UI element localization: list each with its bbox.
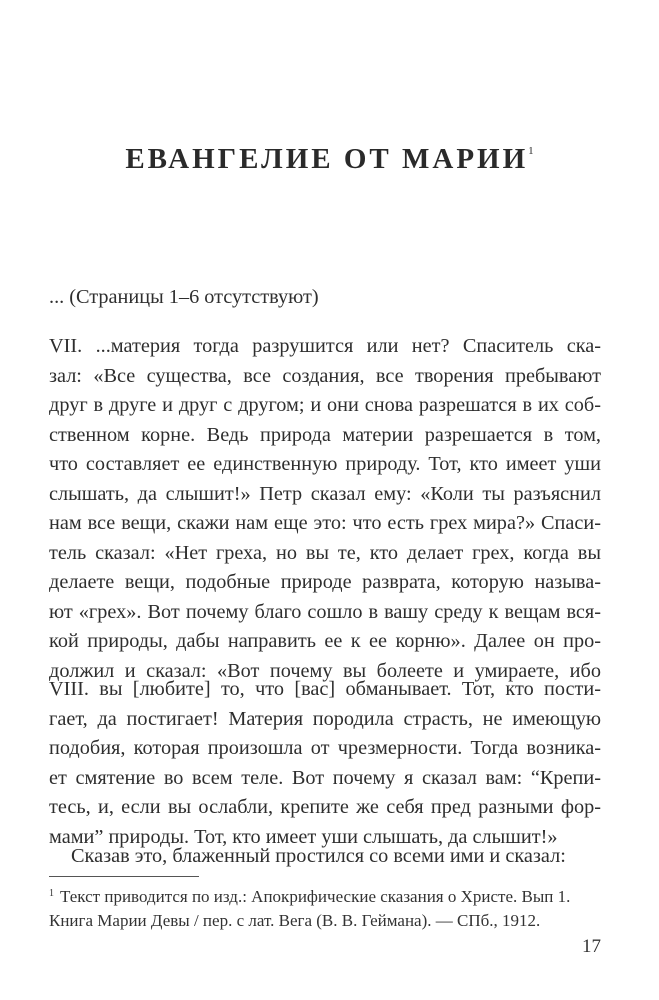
text-line: должил и сказал: «Вот почему вы болеете и умираете, ибо — [49, 659, 601, 682]
footnote-divider — [49, 876, 199, 877]
footnote-marker: 1 — [49, 888, 54, 899]
footnote-line — [49, 909, 601, 933]
closing-paragraph — [49, 842, 601, 872]
footnote-text: Книга Марии Девы / пер. с лат. Вега (В. В. Геймана). — СПб., 1912. — [49, 911, 541, 930]
text-line: мами” природы. Тот, кто имеет уши слышать, да слышит!» — [49, 825, 558, 848]
closing-text: Сказав это, блаженный простился со всеми ими и сказал: — [71, 845, 566, 867]
text-line: друг в друге и друг с другом; и они снова разрешатся в их соб- — [49, 394, 601, 416]
text-line: ственном корне. Ведь природа материи разрешается в том, — [49, 423, 601, 446]
text-line: кой природы, дабы направить ее к ее корню». Далее он про- — [49, 630, 601, 652]
text-line: что составляет ее единственную природу. Тот, кто имеет уши — [49, 453, 601, 475]
text-line: тесь, и, если вы ослабли, крепите же себя пред разными фор- — [49, 796, 601, 818]
title-text: ЕВАНГЕЛИЕ ОТ МАРИИ — [125, 143, 529, 175]
text-line: ют «грех». Вот почему благо сошло в вашу среду к вещам вся- — [49, 600, 601, 623]
text-line: ет смятение во всем теле. Вот почему я сказал вам: “Крепи- — [49, 766, 601, 789]
page-number: 17 — [582, 936, 601, 957]
text-line: слышать, да слышит!» Петр сказал ему: «Коли ты разъяснил — [49, 482, 601, 505]
missing-pages-text: ... (Страницы 1–6 отсутствуют) — [49, 286, 319, 308]
text-line: гает, да постигает! Материя породила страсть, не имеющую — [49, 707, 601, 730]
text-line: VIII. вы [любите] то, что [вас] обманывает. Тот, кто пости- — [49, 678, 601, 700]
missing-pages-note — [49, 283, 601, 313]
footnote-reference: 1 — [528, 145, 534, 157]
chapter-vii-paragraph — [49, 332, 601, 686]
chapter-viii-paragraph — [49, 675, 601, 852]
text-line: тель сказал: «Нет греха, но вы те, кто делает грех, когда вы — [49, 541, 601, 564]
text-line: подобия, которая произошла от чрезмерности. Тогда возника- — [49, 737, 601, 759]
text-line: делаете вещи, подобные природе разврата, которую называ- — [49, 571, 601, 593]
footnote-line — [49, 882, 601, 909]
footnote — [49, 882, 601, 933]
text-line: зал: «Все существа, все создания, все творения пребывают — [49, 364, 601, 387]
text-line: VII. ...материя тогда разрушится или нет? Спаситель ска- — [49, 335, 601, 357]
footnote-text: Текст приводится по изд.: Апокрифические сказания о Христе. Вып 1. — [60, 887, 571, 906]
text-line: нам все вещи, скажи нам еще это: что есть грех мира?» Спаси- — [49, 512, 601, 534]
page-title — [0, 143, 659, 176]
